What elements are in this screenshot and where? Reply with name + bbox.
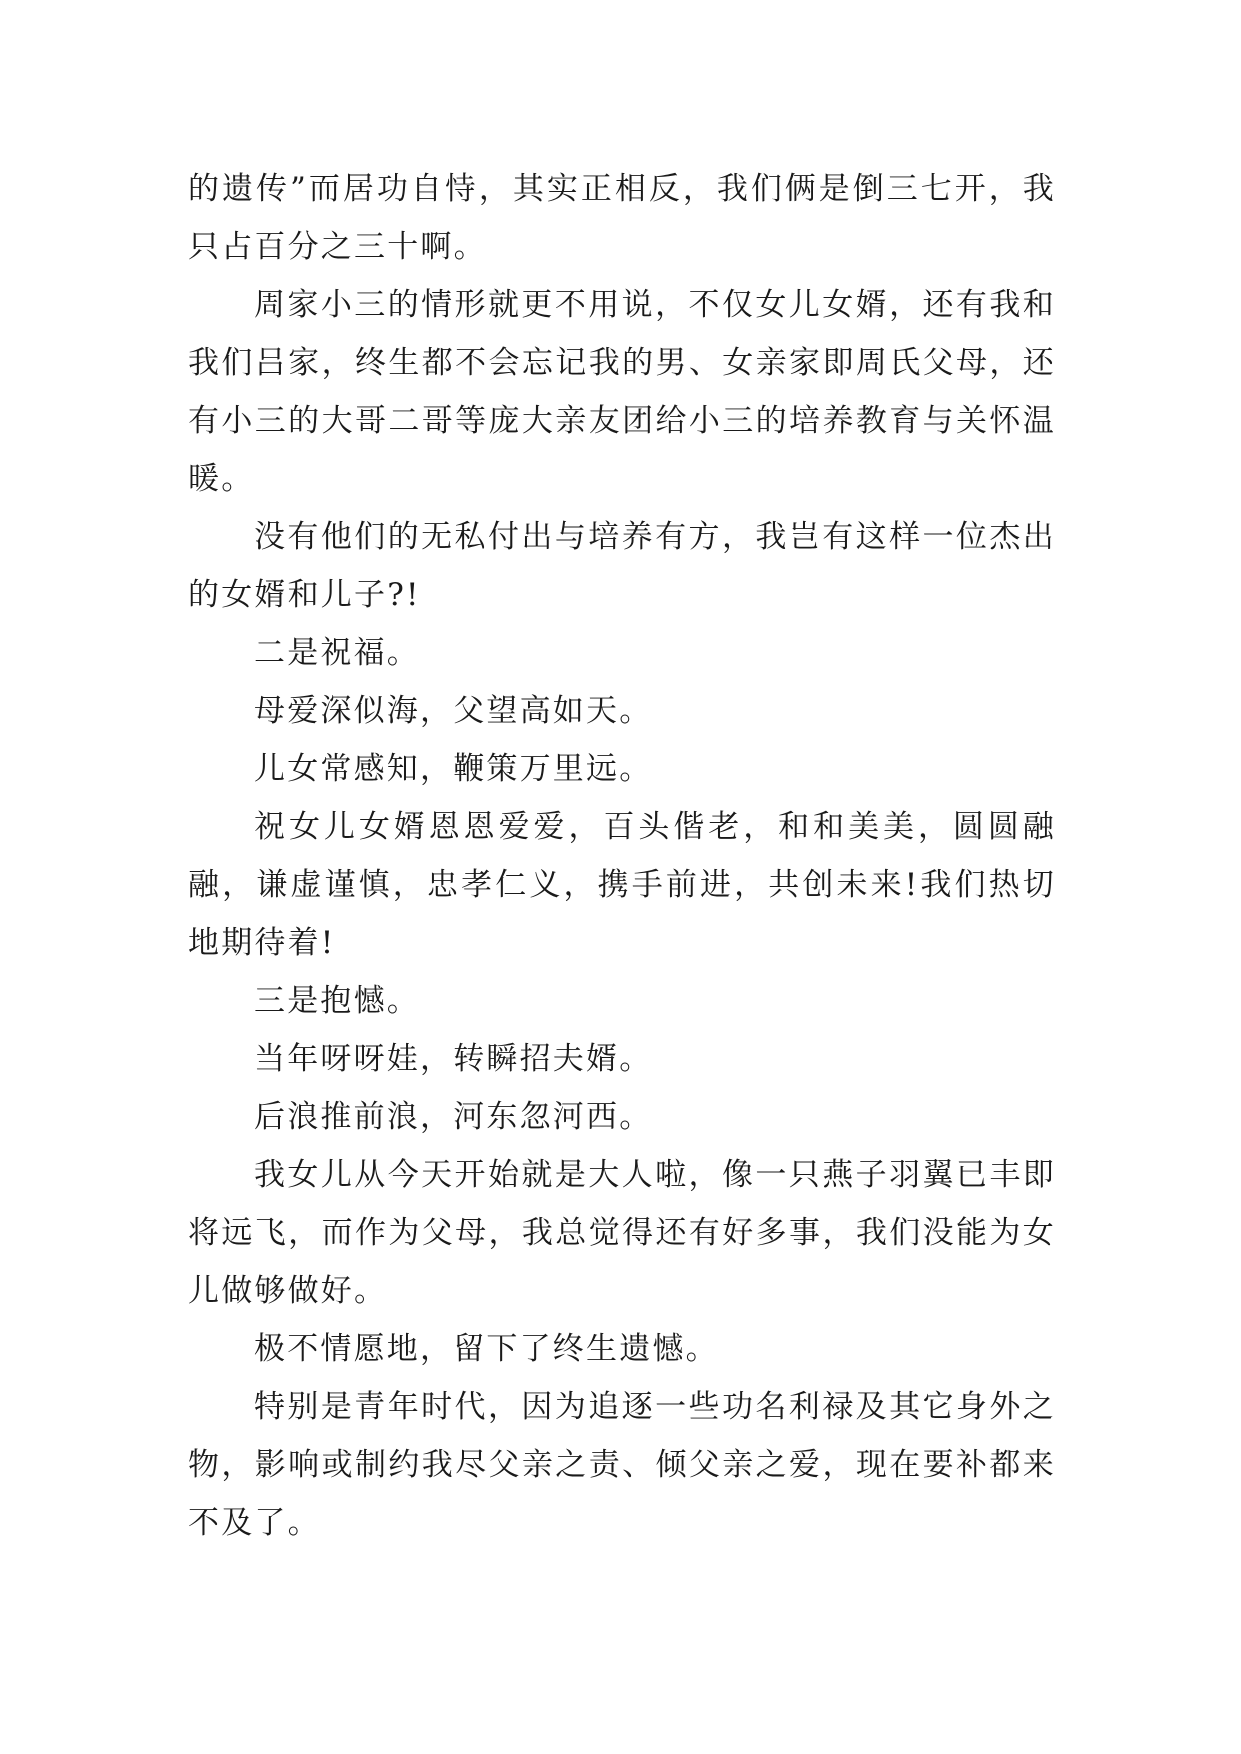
verse-line: 儿女常感知，鞭策万里远。 (254, 751, 653, 787)
paragraph-regret: 极不情愿地，留下了终生遗憾。 (254, 1331, 719, 1367)
paragraph-wishes: 祝女儿女婿恩恩爱爱，百头偕老，和和美美，圆圆融融，谦虚谨慎，忠孝仁义，携手前进，共创未来!我们热切地期待着! (188, 809, 1056, 961)
section-heading-regret: 三是抱憾。 (254, 983, 420, 1019)
verse-line: 后浪推前浪，河东忽河西。 (254, 1099, 653, 1135)
section-heading-blessing: 二是祝福。 (254, 635, 420, 671)
paragraph-youth: 特别是青年时代，因为追逐一些功名利禄及其它身外之物，影响或制约我尽父亲之责、倾父亲之爱，现在要补都来不及了。 (188, 1389, 1056, 1541)
verse-line: 当年呀呀娃，转瞬招夫婿。 (254, 1041, 653, 1077)
paragraph-zhou-family: 周家小三的情形就更不用说，不仅女儿女婿，还有我和我们吕家，终生都不会忘记我的男、女亲家即周氏父母，还有小三的大哥二哥等庞大亲友团给小三的培养教育与关怀温暖。 (188, 287, 1056, 497)
verse-line: 母爱深似海，父望高如天。 (254, 693, 653, 729)
document-page (188, 160, 1056, 1552)
paragraph-continuation: 的遗传”而居功自恃，其实正相反，我们俩是倒三七开，我只占百分之三十啊。 (188, 171, 1056, 265)
paragraph-gratitude: 没有他们的无私付出与培养有方，我岂有这样一位杰出的女婿和儿子?! (188, 519, 1056, 613)
paragraph-daughter: 我女儿从今天开始就是大人啦，像一只燕子羽翼已丰即将远飞，而作为父母，我总觉得还有好多事，我们没能为女儿做够做好。 (188, 1157, 1056, 1309)
